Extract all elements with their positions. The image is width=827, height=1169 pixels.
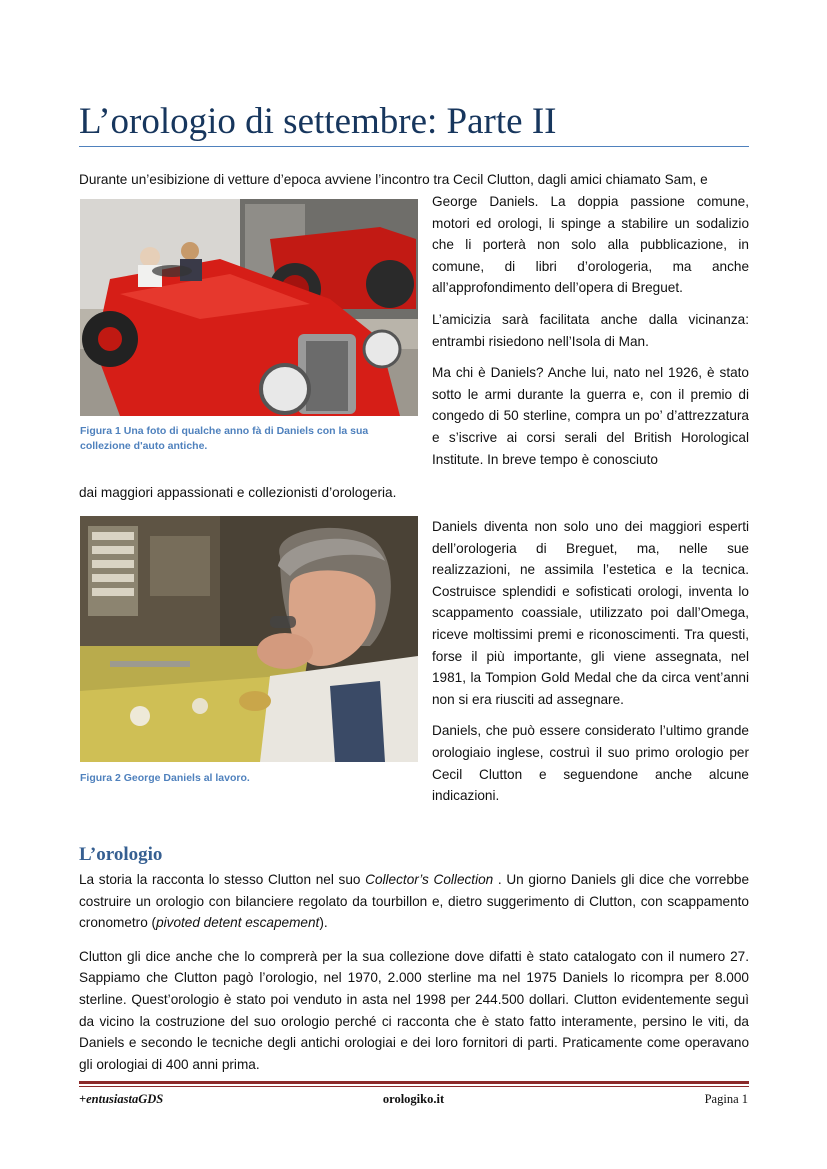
footer-author: +entusiastaGDS <box>79 1092 164 1106</box>
paragraph: George Daniels. La doppia passione comune, motori ed orologi, li spinge a stabilire un sodalizio che li porterà non solo alla pubblicazione, in comune, di libri d’orologeria, ma anche all’approfondimento dell’opera di Breguet. <box>432 194 749 296</box>
escapement-term: pivoted detent escapement <box>156 915 320 931</box>
watchmaker-image <box>80 516 418 762</box>
book-title: Collector’s Collection <box>365 872 494 887</box>
paragraph: Clutton gli dice anche che lo comprerà per la sua collezione dove difatti è stato catalogato con il numero 27. Sappiamo che Clutton pagò l’orologio, nel 1970, 2.000 sterline ma nel 1975 Daniels lo ricompra per 8.000 sterline. Quest’orologio è stato poi venduto in asta nel 1998 per 244.500 dollari. Clutton evidentemente seguì da vicino la costruzione del suo orologio perché ci racconta che è stato fatto interamente, persino le viti, da Daniels e secondo le tecniche degli antichi orologiai e dei loro fornitori di parti. Praticamente come operavano gli orologiai di 400 anni prima. <box>79 948 749 1072</box>
page-title: L’orologio di settembre: Parte II <box>79 101 557 142</box>
vintage-car-image <box>80 199 418 416</box>
figure-2-caption: Figura 2 George Daniels al lavoro. <box>80 772 250 784</box>
page-number: Pagina 1 <box>704 1092 748 1106</box>
column-1-text <box>432 191 749 470</box>
figure-2-photo <box>80 516 418 762</box>
paragraph: Daniels diventa non solo uno dei maggiori esperti dell’orologeria di Breguet, ma, nelle sue realizzazioni, ne assimila l’estetica e la tecnica. Costruisce splendidi e sofisticati orologi, inventa lo scappamento coassiale, utilizzato poi dall’Omega, riceve moltissimi premi e riconoscimenti. Tra questi, forse il più importante, gli viene assegnata, nel 1981, la Tompion Gold Medal che da circa vent’anni non si era riusciti ad assegnare. <box>432 519 749 707</box>
section-heading: L’orologio <box>79 844 163 865</box>
footer-rule <box>79 1081 749 1084</box>
paragraph: La storia la racconta lo stesso Clutton nel suo Collector’s Collection . Un giorno Daniels gli dice che vorrebbe costruire un orologio con bilanciere regolato da tourbillon e, dietro suggerimento di Clutton, con scappamento cronometro (pivoted detent escapement). <box>79 872 749 931</box>
figure-1-caption: Figura 1 Una foto di qualche anno fà di Daniels con la sua collezione d'auto antiche. <box>80 425 369 452</box>
section-text <box>79 869 749 1085</box>
paragraph: Ma chi è Daniels? Anche lui, nato nel 1926, è stato sotto le armi durante la guerra e, con il premio di congedo di 50 sterline, compra un po’ d’attrezzatura e s’iscrive ai corsi serali del British Horological Institute. In breve tempo è conosciuto <box>432 365 749 467</box>
intro-line: Durante un’esibizione di vetture d’epoca avviene l’incontro tra Cecil Clutton, dagli amici chiamato Sam, e <box>79 172 708 187</box>
figure-1-photo <box>80 199 418 416</box>
paragraph-continuation: dai maggiori appassionati e collezionisti d’orologeria. <box>79 485 397 500</box>
footer-site: orologiko.it <box>382 1092 445 1106</box>
footer-rule-thin <box>79 1086 749 1087</box>
title-underline <box>79 146 749 147</box>
column-2-text <box>432 516 749 817</box>
paragraph: L’amicizia sarà facilitata anche dalla vicinanza: entrambi risiedono nell’Isola di Man. <box>432 311 749 349</box>
paragraph: Daniels, che può essere considerato l’ultimo grande orologiaio inglese, costruì il suo primo orologio per Cecil Clutton e seguendone anche alcune indicazioni. <box>432 723 749 804</box>
